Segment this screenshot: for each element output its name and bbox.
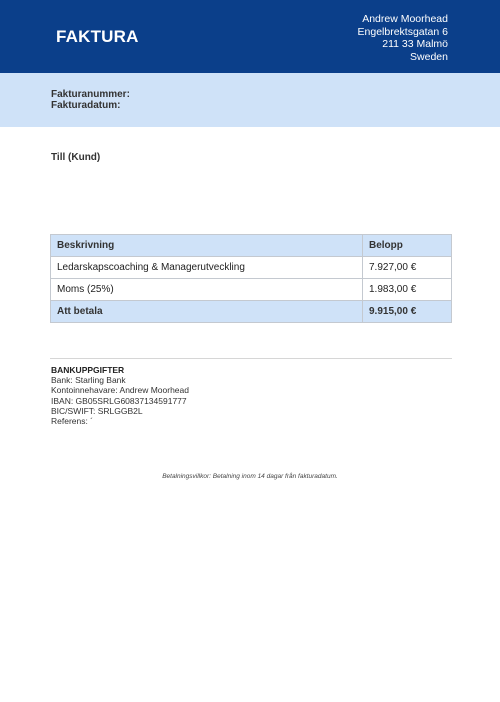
section-divider: [50, 358, 452, 359]
invoice-header: [0, 0, 500, 73]
row-amount: 1.983,00 €: [363, 279, 452, 301]
row-description: Ledarskapscoaching & Managerutveckling: [51, 257, 363, 279]
total-row: [51, 301, 452, 323]
sender-name: Andrew Moorhead: [362, 13, 448, 25]
recipient-label: Till (Kund): [51, 152, 101, 163]
table-row: [51, 257, 452, 279]
bank-details: [51, 365, 189, 426]
table-row: [51, 279, 452, 301]
invoice-date-label: Fakturadatum:: [51, 100, 121, 111]
header-amount: Belopp: [363, 235, 452, 257]
sender-country: Sweden: [410, 50, 448, 63]
invoice-number-label: Fakturanummer:: [51, 89, 130, 100]
header-description: Beskrivning: [51, 235, 363, 257]
invoice-meta-band: [0, 73, 500, 127]
row-amount: 7.927,00 €: [363, 257, 452, 279]
payment-terms: Betalningsvillkor: Betalning inom 14 dagar från fakturadatum.: [162, 473, 338, 480]
table-header-row: [51, 235, 452, 257]
bank-name: Bank: Starling Bank: [51, 375, 126, 386]
sender-address: [358, 13, 448, 63]
iban: IBAN: GB05SRLG60837134591777: [51, 395, 187, 406]
line-items-table: [50, 234, 452, 323]
invoice-title: FAKTURA: [56, 27, 139, 46]
sender-city: 211 33 Malmö: [382, 38, 448, 50]
total-amount: 9.915,00 €: [363, 301, 452, 323]
sender-street: Engelbrektsgatan 6: [357, 25, 448, 38]
account-holder: Kontoinnehavare: Andrew Moorhead: [51, 385, 189, 396]
payment-reference: Referens: ´: [51, 416, 94, 427]
row-description: Moms (25%): [51, 279, 363, 301]
bank-heading: BANKUPPGIFTER: [51, 365, 125, 375]
total-label: Att betala: [51, 301, 363, 323]
bic-swift: BIC/SWIFT: SRLGGB2L: [51, 405, 143, 416]
